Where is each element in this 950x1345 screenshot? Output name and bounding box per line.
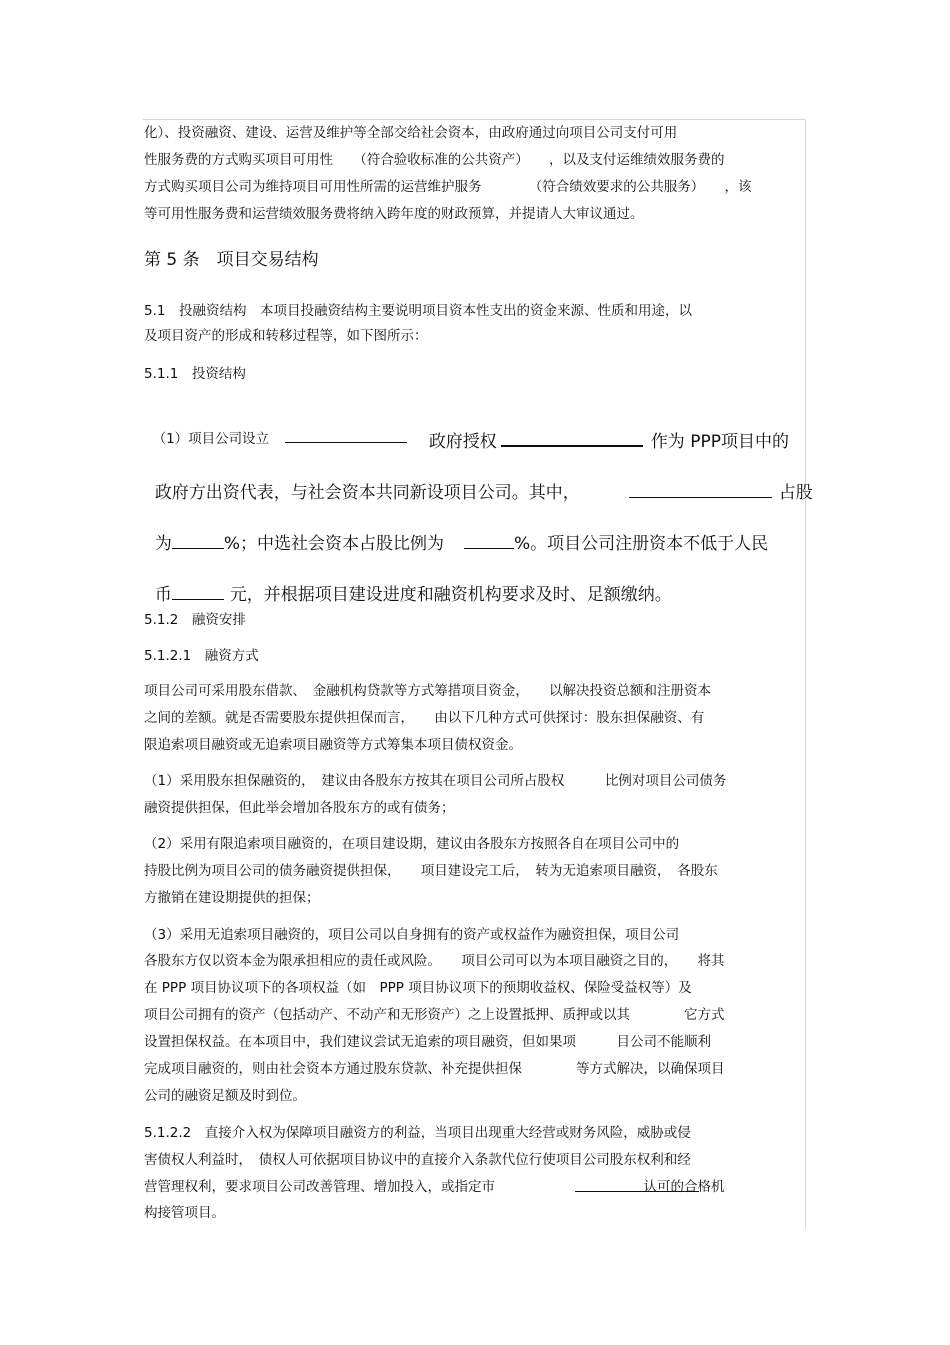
subsection-heading: 5.1.1 投资结构 <box>144 366 246 382</box>
blank-field[interactable] <box>172 585 224 600</box>
line-text: 元，并根据项目建设进度和融资机构要求及时、足额缴纳。 <box>229 585 672 605</box>
article-heading: 第 5 条 项目交易结构 <box>144 250 319 270</box>
list-item-line: 各股东方仅以资本金为限承担相应的责任或风险。 项目公司可以为本项目融资之目的， 将其 <box>144 953 725 969</box>
line-text: （1）项目公司设立 <box>152 431 270 447</box>
line-text: %。项目公司注册资本不低于人民 <box>513 534 769 554</box>
line-text: %；中选社会资本占股比例为 <box>223 534 444 554</box>
subsection-heading: 5.1.2 融资安排 <box>144 612 246 628</box>
section-line: 及项目资产的形成和转移过程等，如下图所示： <box>144 328 428 344</box>
paragraph-line: 之间的差额。就是否需要股东提供担保而言， 由以下几种方式可供探讨：股东担保融资、有 <box>144 710 705 726</box>
paragraph-line: 性服务费的方式购买项目可用性 （符合验收标准的公共资产） ，以及支付运维绩效服务费的 <box>144 152 725 168</box>
paragraph-line: 方式购买项目公司为维持项目可用性所需的运营维护服务 （符合绩效要求的公共服务） ，该 <box>144 179 752 195</box>
line-text: 政府方出资代表，与社会资本共同新设项目公司。其中， <box>154 483 580 503</box>
list-item-line: 设置担保权益。在本项目中，我们建议尝试无追索的项目融资，但如果项 目公司不能顺利 <box>144 1034 711 1050</box>
investment-line-1 <box>144 410 407 448</box>
section-line: 5.1 投融资结构 本项目投融资结构主要说明项目资本性支出的资金来源、性质和用途，以 <box>144 303 692 319</box>
list-item-line: 公司的融资足额及时到位。 <box>144 1088 306 1104</box>
investment-line-3 <box>144 508 768 556</box>
list-item-line: 完成项目融资的，则由社会资本方通过股东贷款、补充提供担保 等方式解决，以确保项目 <box>144 1061 725 1077</box>
blank-field[interactable] <box>464 534 514 549</box>
line-text: 为 <box>154 534 172 554</box>
investment-line-4 <box>144 559 672 607</box>
blank-field[interactable] <box>629 483 772 498</box>
section-line: 构接管项目。 <box>144 1205 225 1221</box>
paragraph-line: 等可用性服务费和运营绩效服务费将纳入跨年度的财政预算，并提请人大审议通过。 <box>144 206 644 222</box>
paragraph-line: 化）、投资融资、建设、运营及维护等全部交给社会资本，由政府通过向项目公司支付可用 <box>144 125 678 141</box>
investment-line-2b <box>618 457 813 505</box>
blank-field[interactable] <box>575 1191 699 1192</box>
blank-field[interactable] <box>501 431 643 447</box>
list-item-line: 持股比例为项目公司的债务融资提供担保， 项目建设完工后， 转为无追索项目融资， 各股东 <box>144 863 718 879</box>
line-text: 币 <box>154 585 172 605</box>
list-item-line: 在 PPP 项目协议项下的各项权益（如 PPP 项目协议项下的预期收益权、保险受益权等）及 <box>144 980 692 996</box>
list-item-line: 融资提供担保，但此举会增加各股东方的或有债务； <box>144 800 455 816</box>
line-text: 占股 <box>778 483 813 503</box>
list-item-line: （1）采用股东担保融资的， 建议由各股东方按其在项目公司所占股权 比例对项目公司债务 <box>144 773 727 789</box>
subsection-heading: 5.1.2.1 融资方式 <box>144 648 259 664</box>
investment-line-2 <box>144 457 580 505</box>
list-item-line: 方撤销在建设期提供的担保； <box>144 890 320 906</box>
list-item-line: （2）采用有限追索项目融资的，在项目建设期，建议由各股东方按照各自在项目公司中的 <box>144 836 680 852</box>
line-text: 作为 PPP项目中的 <box>650 432 789 452</box>
blank-field[interactable] <box>172 534 224 549</box>
list-item-line: （3）采用无追索项目融资的，项目公司以自身拥有的资产或权益作为融资担保，项目公司 <box>144 927 680 943</box>
paragraph-line: 限追索项目融资或无追索项目融资等方式筹集本项目债权资金。 <box>144 737 522 753</box>
blank-field[interactable] <box>285 428 407 443</box>
section-line: 害债权人利益时， 债权人可依据项目协议中的直接介入条款代位行使项目公司股东权利和经 <box>144 1152 691 1168</box>
list-item-line: 项目公司拥有的资产（包括动产、不动产和无形资产）之上设置抵押、质押或以其 它方式 <box>144 1007 725 1023</box>
paragraph-line: 项目公司可采用股东借款、 金融机构贷款等方式筹措项目资金， 以解决投资总额和注册资本 <box>144 683 711 699</box>
section-line: 营管理权利，要求项目公司改善管理、增加投入，或指定市 认可的合格机 <box>144 1179 725 1195</box>
investment-line-1b <box>418 406 789 454</box>
section-line: 5.1.2.2 直接介入权为保障项目融资方的利益，当项目出现重大经营或财务风险，威胁或侵 <box>144 1125 691 1141</box>
line-text: 政府授权 <box>428 432 497 452</box>
